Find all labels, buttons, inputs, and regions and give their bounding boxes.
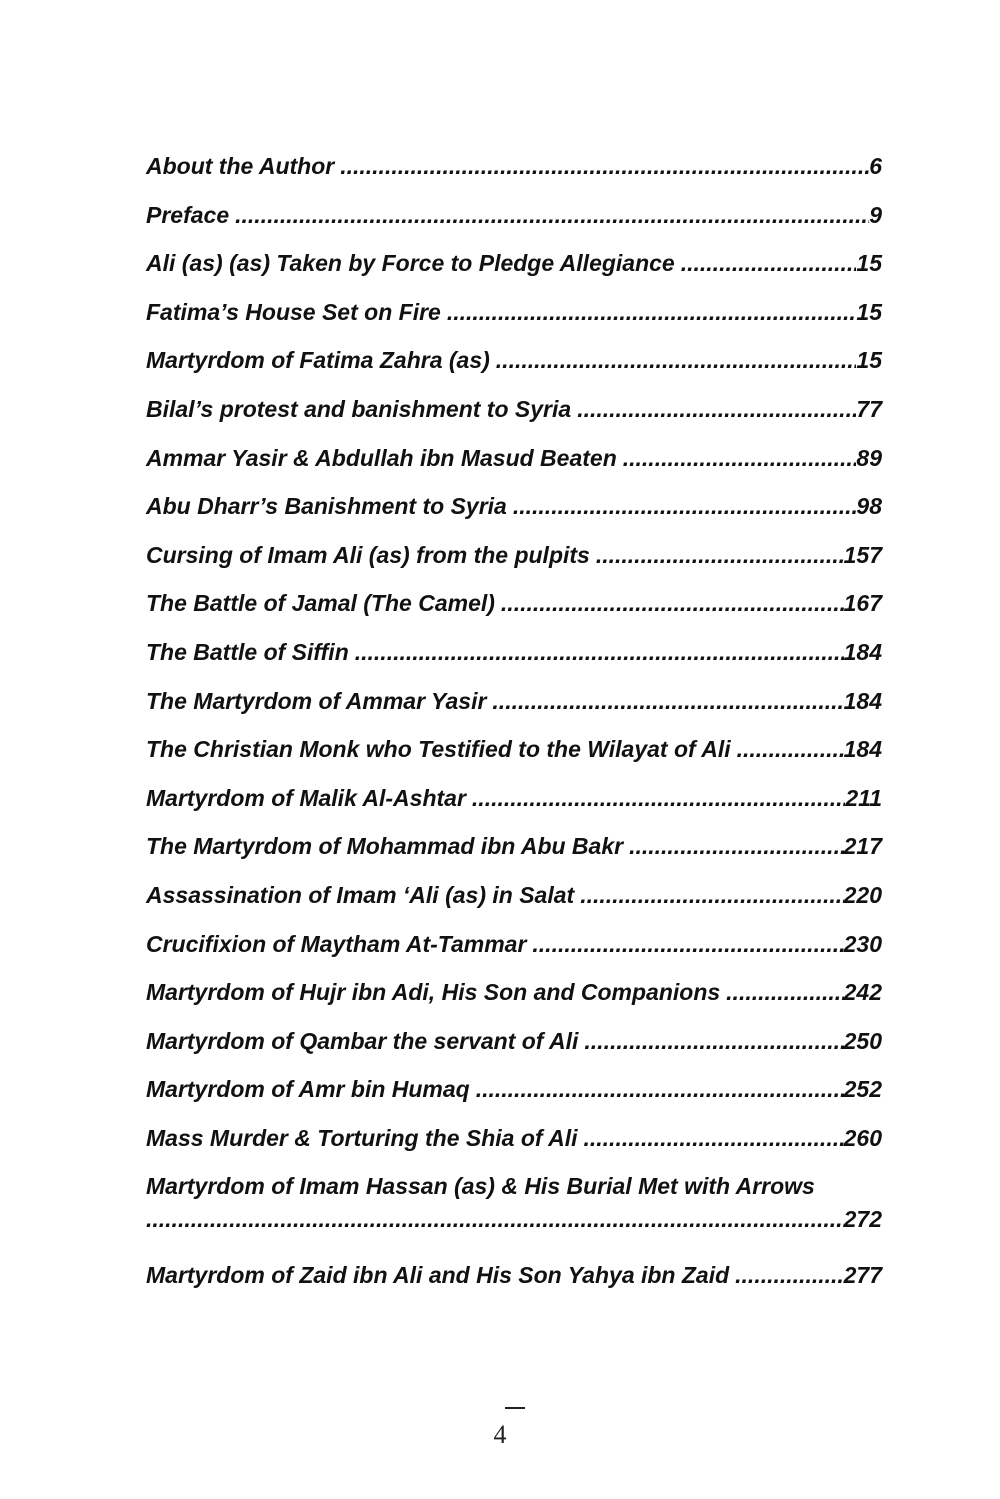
toc-dot-leader bbox=[496, 347, 857, 374]
toc-entry-page: 98 bbox=[856, 493, 882, 520]
toc-entry-qambar[interactable] bbox=[146, 1028, 882, 1077]
toc-entry-title: The Martyrdom of Ammar Yasir bbox=[146, 687, 487, 714]
toc-dot-leader bbox=[492, 688, 843, 715]
toc-entry-page: 9 bbox=[869, 201, 882, 228]
toc-entry-title: Crucifixion of Maytham At-Tammar bbox=[146, 930, 527, 957]
toc-dot-leader bbox=[584, 1125, 844, 1152]
toc-entry-page: 15 bbox=[856, 298, 882, 325]
toc-dot-leader bbox=[146, 1206, 844, 1233]
toc-entry-page: 230 bbox=[843, 930, 882, 957]
toc-entry-title: About the Author bbox=[146, 153, 335, 179]
toc-entry-page: 217 bbox=[843, 833, 882, 860]
toc-entry-title: Abu Dharr’s Banishment to Syria bbox=[146, 493, 507, 520]
toc-entry-title: Martyrdom of Zaid ibn Ali and His Son Yahya ibn Zaid bbox=[146, 1262, 730, 1289]
toc-entry-page: 242 bbox=[843, 979, 882, 1006]
page-number: 4 bbox=[493, 1420, 507, 1449]
toc-entry-christian-monk[interactable] bbox=[146, 736, 882, 785]
toc-entry-page: 15 bbox=[856, 347, 882, 374]
toc-dot-leader bbox=[629, 833, 844, 860]
toc-entry-title: Martyrdom of Hujr ibn Adi, His Son and Companions bbox=[146, 979, 721, 1006]
toc-dot-leader bbox=[584, 1028, 843, 1055]
toc-dot-leader bbox=[340, 153, 869, 180]
toc-entry-pledge-allegiance[interactable] bbox=[146, 250, 882, 299]
toc-entry-title: Cursing of Imam Ali (as) from the pulpits bbox=[146, 541, 590, 568]
toc-dot-leader bbox=[580, 882, 843, 909]
toc-entry-cursing-imam-ali[interactable] bbox=[146, 542, 882, 591]
toc-entry-page: 89 bbox=[856, 444, 882, 471]
toc-entry-bilals-protest[interactable] bbox=[146, 396, 882, 445]
toc-dot-leader bbox=[681, 250, 857, 277]
toc-dot-leader bbox=[472, 785, 845, 812]
toc-entry-page: 260 bbox=[843, 1124, 882, 1151]
toc-entry-title: Ali (as) (as) Taken by Force to Pledge Allegiance bbox=[146, 250, 675, 277]
toc-entry-page: 220 bbox=[843, 881, 882, 908]
toc-entry-page: 6 bbox=[869, 153, 882, 179]
toc-entry-malik-al-ashtar[interactable] bbox=[146, 785, 882, 834]
toc-entry-fatimas-house[interactable] bbox=[146, 299, 882, 348]
toc-entry-title: Preface bbox=[146, 201, 230, 228]
toc-entry-page: 211 bbox=[845, 784, 882, 811]
toc-dot-leader bbox=[513, 493, 857, 520]
toc-entry-title: Martyrdom of Fatima Zahra (as) bbox=[146, 347, 490, 374]
toc-dot-leader bbox=[737, 736, 844, 763]
toc-entry-page: 167 bbox=[843, 590, 882, 617]
toc-dot-leader bbox=[726, 979, 843, 1006]
toc-entry-page: 252 bbox=[843, 1076, 882, 1103]
toc-entry-page: 277 bbox=[843, 1262, 882, 1289]
toc-entry-page: 184 bbox=[843, 638, 882, 665]
toc-entry-zaid-ibn-ali[interactable] bbox=[146, 1262, 882, 1311]
toc-entry-title: Martyrdom of Amr bin Humaq bbox=[146, 1076, 470, 1103]
toc-entry-title: Mass Murder & Torturing the Shia of Ali bbox=[146, 1124, 578, 1151]
toc-entry-title: Martyrdom of Malik Al-Ashtar bbox=[146, 784, 466, 811]
toc-entry-hujr-ibn-adi[interactable] bbox=[146, 979, 882, 1028]
toc-entry-abu-dharr[interactable] bbox=[146, 493, 882, 542]
toc-entry-title: Ammar Yasir & Abdullah ibn Masud Beaten bbox=[146, 444, 617, 471]
toc-entry-martyrdom-fatima-zahra[interactable] bbox=[146, 347, 882, 396]
toc-entry-crucifixion-maytham[interactable] bbox=[146, 931, 882, 980]
toc-dot-leader bbox=[447, 299, 857, 326]
toc-entry-imam-hassan[interactable] bbox=[146, 1173, 882, 1254]
toc-entry-mohammad-ibn-abu-bakr[interactable] bbox=[146, 833, 882, 882]
toc-entry-battle-of-jamal[interactable] bbox=[146, 590, 882, 639]
toc-entry-title: The Battle of Jamal (The Camel) bbox=[146, 590, 495, 617]
toc-entry-page: 77 bbox=[856, 395, 882, 422]
toc-dot-leader bbox=[623, 445, 857, 472]
toc-entry-title: Martyrdom of Imam Hassan (as) & His Burial Met with Arrows bbox=[146, 1173, 815, 1200]
toc-dot-leader bbox=[235, 202, 869, 229]
toc-entry-title: The Battle of Siffin bbox=[146, 638, 349, 665]
toc-dot-leader bbox=[577, 396, 856, 423]
toc-entry-martyrdom-ammar-yasir[interactable] bbox=[146, 688, 882, 737]
toc-entry-title: The Christian Monk who Testified to the Wilayat of Ali bbox=[146, 736, 731, 763]
toc-entry-page: 184 bbox=[843, 736, 882, 763]
toc-dot-leader bbox=[476, 1076, 844, 1103]
toc-entry-title: Assassination of Imam ‘Ali (as) in Salat bbox=[146, 881, 575, 908]
toc-entry-title: Fatima’s House Set on Fire bbox=[146, 298, 441, 325]
toc-entry-mass-murder-shia[interactable] bbox=[146, 1125, 882, 1174]
toc-entry-page: 272 bbox=[843, 1206, 882, 1233]
toc-entry-amr-bin-humaq[interactable] bbox=[146, 1076, 882, 1125]
toc-entry-preface[interactable] bbox=[146, 202, 882, 251]
toc-entry-page: 15 bbox=[856, 250, 882, 277]
toc-entry-title: The Martyrdom of Mohammad ibn Abu Bakr bbox=[146, 833, 624, 860]
toc-dot-leader bbox=[596, 542, 844, 569]
table-of-contents bbox=[146, 153, 882, 1311]
toc-dot-leader bbox=[532, 931, 843, 958]
toc-entry-title: Martyrdom of Qambar the servant of Ali bbox=[146, 1027, 579, 1054]
toc-entry-continuation bbox=[146, 1206, 882, 1254]
toc-entry-about-the-author[interactable] bbox=[146, 153, 882, 202]
toc-entry-title: Bilal’s protest and banishment to Syria bbox=[146, 395, 572, 422]
toc-entry-page: 184 bbox=[843, 687, 882, 714]
toc-dot-leader bbox=[355, 639, 844, 666]
toc-entry-assassination-imam-ali[interactable] bbox=[146, 882, 882, 931]
toc-dot-leader bbox=[501, 590, 844, 617]
toc-entry-page: 157 bbox=[843, 541, 882, 568]
toc-entry-battle-of-siffin[interactable] bbox=[146, 639, 882, 688]
toc-entry-ammar-abdullah-beaten[interactable] bbox=[146, 445, 882, 494]
footer-rule bbox=[505, 1407, 525, 1409]
toc-entry-page: 250 bbox=[843, 1027, 882, 1054]
toc-dot-leader bbox=[735, 1262, 843, 1289]
